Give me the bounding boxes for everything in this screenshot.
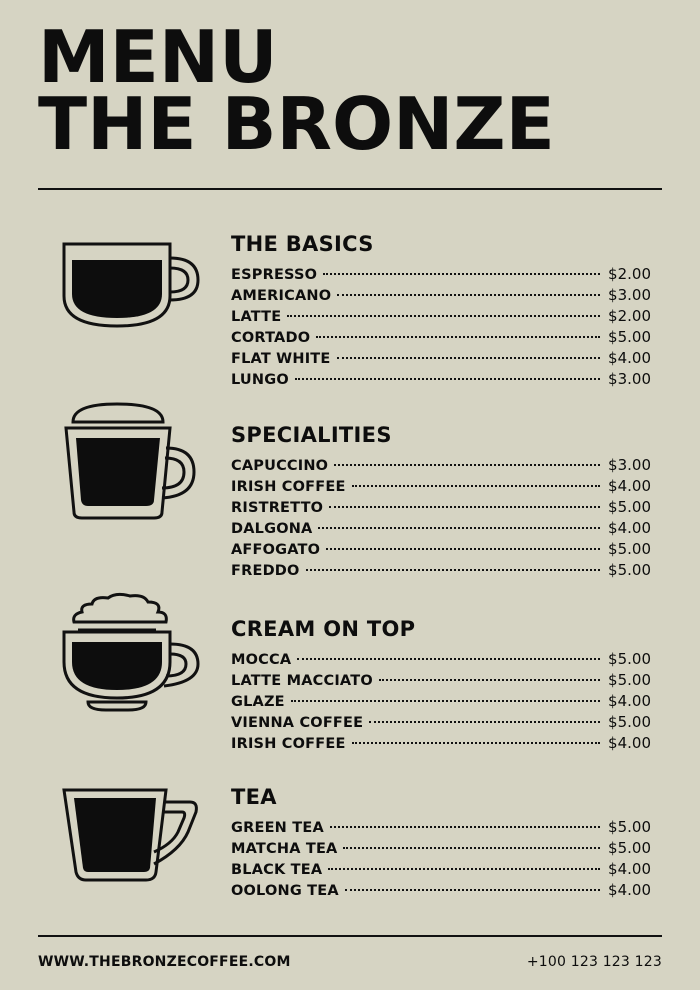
dot-leader <box>328 868 600 870</box>
item-price: $3.00 <box>608 286 651 304</box>
menu-item <box>231 307 651 328</box>
item-name: ESPRESSO <box>231 267 318 283</box>
item-price: $4.00 <box>608 692 651 710</box>
dot-leader <box>318 527 600 529</box>
menu-item <box>231 713 651 734</box>
item-price: $4.00 <box>608 349 651 367</box>
item-price: $5.00 <box>608 561 651 579</box>
section-cream-on-top <box>231 616 651 755</box>
item-price: $4.00 <box>608 477 651 495</box>
item-name: BLACK TEA <box>231 862 323 878</box>
page-title <box>38 15 555 166</box>
menu-item <box>231 519 651 540</box>
item-name: CORTADO <box>231 330 311 346</box>
item-name: LATTE <box>231 309 282 325</box>
dot-leader <box>337 357 601 359</box>
title-line-brand: THE BRONZE <box>38 82 555 166</box>
dot-leader <box>316 336 600 338</box>
item-name: LUNGO <box>231 372 289 388</box>
item-name: OOLONG TEA <box>231 883 339 899</box>
menu-item <box>231 477 651 498</box>
menu-item <box>231 498 651 519</box>
footer-website[interactable]: WWW.THEBRONZECOFFEE.COM <box>38 954 291 970</box>
item-name: LATTE MACCIATO <box>231 673 373 689</box>
item-name: DALGONA <box>231 521 313 537</box>
dot-leader <box>343 847 600 849</box>
dot-leader <box>369 721 600 723</box>
menu-item <box>231 561 651 582</box>
dot-leader <box>334 464 600 466</box>
dot-leader <box>337 294 600 296</box>
menu-item <box>231 881 651 902</box>
section-specialities <box>231 422 651 582</box>
item-price: $4.00 <box>608 881 651 899</box>
item-price: $5.00 <box>608 818 651 836</box>
menu-item <box>231 265 651 286</box>
dot-leader <box>329 506 600 508</box>
menu-item <box>231 818 651 839</box>
top-divider <box>38 188 662 190</box>
item-price: $5.00 <box>608 839 651 857</box>
bottom-divider <box>38 935 662 937</box>
footer-phone: +100 123 123 123 <box>526 954 662 970</box>
dot-leader <box>297 658 600 660</box>
item-price: $3.00 <box>608 456 651 474</box>
dot-leader <box>379 679 600 681</box>
section-tea <box>231 784 651 902</box>
item-name: FLAT WHITE <box>231 351 331 367</box>
dot-leader <box>291 700 600 702</box>
menu-item <box>231 734 651 755</box>
item-name: IRISH COFFEE <box>231 736 346 752</box>
dot-leader <box>330 826 600 828</box>
item-name: MOCCA <box>231 652 292 668</box>
menu-item <box>231 692 651 713</box>
menu-item <box>231 286 651 307</box>
item-price: $5.00 <box>608 498 651 516</box>
item-price: $5.00 <box>608 650 651 668</box>
section-title: SPECIALITIES <box>231 423 392 447</box>
item-name: MATCHA TEA <box>231 841 338 857</box>
item-price: $5.00 <box>608 540 651 558</box>
item-name: AFFOGATO <box>231 542 321 558</box>
menu-item <box>231 650 651 671</box>
dot-leader <box>345 889 600 891</box>
dot-leader <box>352 742 600 744</box>
item-name: GLAZE <box>231 694 285 710</box>
section-title: TEA <box>231 785 277 809</box>
item-name: CAPUCCINO <box>231 458 329 474</box>
dot-leader <box>295 378 600 380</box>
section-the-basics <box>231 231 651 391</box>
dot-leader <box>287 315 600 317</box>
item-name: AMERICANO <box>231 288 332 304</box>
menu-item <box>231 860 651 881</box>
item-name: IRISH COFFEE <box>231 479 346 495</box>
cream-cup-icon <box>58 590 208 720</box>
item-price: $3.00 <box>608 370 651 388</box>
item-price: $4.00 <box>608 519 651 537</box>
item-price: $2.00 <box>608 265 651 283</box>
item-price: $5.00 <box>608 328 651 346</box>
menu-item <box>231 671 651 692</box>
item-price: $5.00 <box>608 713 651 731</box>
menu-item <box>231 328 651 349</box>
item-price: $2.00 <box>608 307 651 325</box>
dot-leader <box>326 548 600 550</box>
section-title: THE BASICS <box>231 232 374 256</box>
item-name: RISTRETTO <box>231 500 324 516</box>
menu-item <box>231 456 651 477</box>
item-price: $4.00 <box>608 860 651 878</box>
menu-item <box>231 370 651 391</box>
item-name: VIENNA COFFEE <box>231 715 364 731</box>
coffee-cup-icon <box>58 236 208 336</box>
item-price: $4.00 <box>608 734 651 752</box>
title-line-menu: MENU <box>38 15 278 99</box>
section-title: CREAM ON TOP <box>231 617 416 641</box>
menu-item <box>231 540 651 561</box>
foam-cup-icon <box>58 400 208 525</box>
dot-leader <box>323 273 600 275</box>
item-price: $5.00 <box>608 671 651 689</box>
menu-item <box>231 349 651 370</box>
menu-item <box>231 839 651 860</box>
item-name: FREDDO <box>231 563 300 579</box>
dot-leader <box>306 569 600 571</box>
dot-leader <box>352 485 600 487</box>
tea-glass-icon <box>58 786 208 886</box>
item-name: GREEN TEA <box>231 820 324 836</box>
